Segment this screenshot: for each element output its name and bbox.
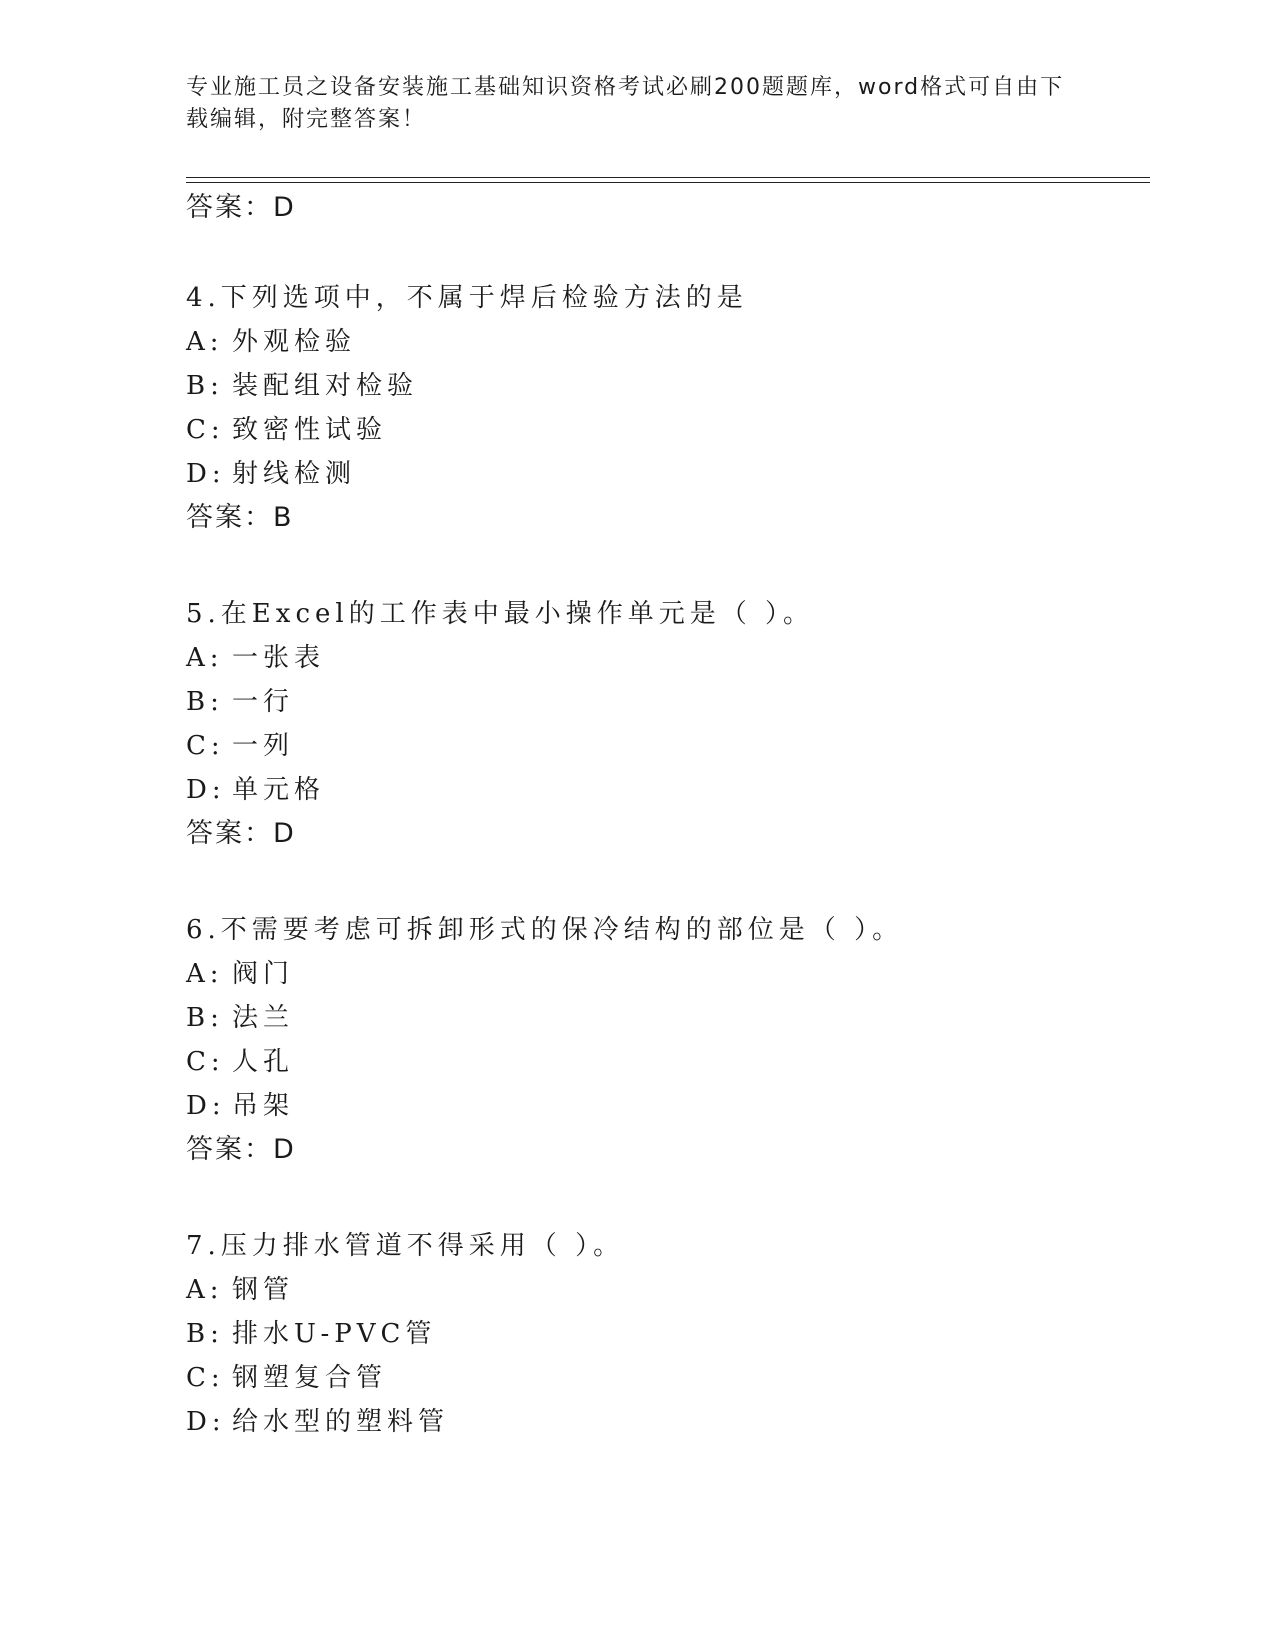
question-stem: 4.下列选项中，不属于焊后检验方法的是 [186,283,748,313]
option-line [186,730,294,762]
answer-line: 答案：B [186,502,294,533]
answer-line: 答案：D [186,192,296,223]
option-key: B: [186,371,224,401]
option-line [186,686,294,718]
option-line [186,370,418,402]
option-line [186,1362,387,1394]
option-line [186,958,294,990]
option-line [186,326,356,358]
option-key: C: [186,1047,225,1077]
option-text: 一张表 [232,643,326,673]
option-text: 外观检验 [232,327,357,357]
option-text: 钢管 [232,1275,295,1305]
option-key: A: [186,1275,224,1305]
option-line [186,1406,449,1438]
option-key: B: [186,687,224,717]
option-text: 一列 [232,731,295,761]
option-text: 装配组对检验 [232,371,419,401]
answer-line: 答案：D [186,818,296,849]
header-divider-top [186,177,1150,178]
option-key: B: [186,1319,224,1349]
option-line [186,1318,436,1350]
option-line [186,774,325,806]
answer-line: 答案：D [186,1134,296,1165]
option-key: D: [186,459,226,489]
option-key: C: [186,1363,225,1393]
option-text: 吊架 [232,1091,295,1121]
question-stem: 5.在Excel的工作表中最小操作单元是（ ）。 [186,599,814,629]
option-key: A: [186,327,224,357]
option-text: 钢塑复合管 [232,1363,388,1393]
question-stem: 7.压力排水管道不得采用（ ）。 [186,1231,625,1261]
option-text: 法兰 [232,1003,295,1033]
option-text: 人孔 [232,1047,295,1077]
option-line [186,1274,294,1306]
question-stem: 6.不需要考虑可拆卸形式的保冷结构的部位是（ ）。 [186,915,904,945]
option-text: 射线检测 [232,459,357,489]
option-text: 致密性试验 [232,415,388,445]
option-line [186,1090,294,1122]
option-key: A: [186,959,224,989]
option-line [186,1002,294,1034]
option-key: B: [186,1003,224,1033]
option-text: 一行 [232,687,295,717]
option-key: C: [186,415,225,445]
option-text: 给水型的塑料管 [232,1407,450,1437]
option-key: A: [186,643,224,673]
document-header: 专业施工员之设备安装施工基础知识资格考试必刷200题题库，word格式可自由下载编辑，附完整答案！ [186,75,1065,132]
option-line [186,642,325,674]
option-key: C: [186,731,225,761]
option-line [186,458,356,490]
option-key: D: [186,775,226,805]
header-divider-bottom [186,182,1150,183]
option-line [186,414,387,446]
option-text: 阀门 [232,959,295,989]
option-line [186,1046,294,1078]
option-text: 排水U-PVC管 [232,1319,437,1349]
option-key: D: [186,1091,226,1121]
option-key: D: [186,1407,226,1437]
option-text: 单元格 [232,775,326,805]
